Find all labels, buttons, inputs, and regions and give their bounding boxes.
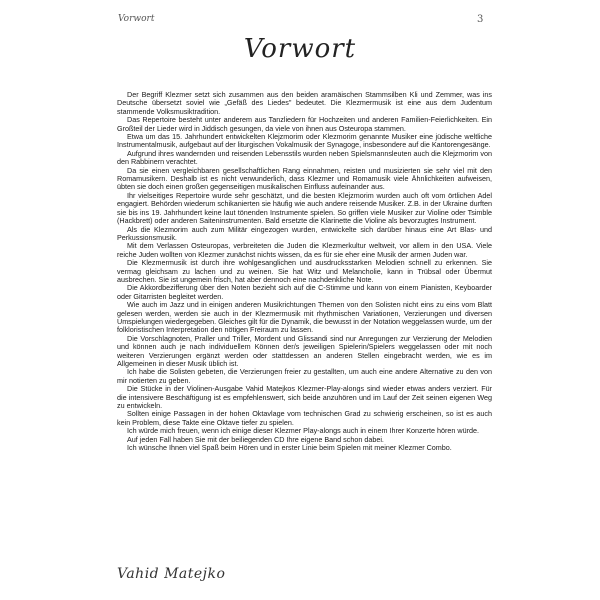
paragraph: Wie auch im Jazz und in einigen anderen Musikrichtungen Themen von den Solisten nicht eins zu eins vom Blatt gelesen werden, werden sie auch in der Klezmermusik mit rhythmischen Variationen, Verzierungen und diversen Umspielungen wiedergegeben. Gleiches gilt für die Dynamik, die bewusst in der Notation weggelassen wurde, um der folkloristischen Interpretation den nötigen Freiraum zu lassen. <box>117 300 492 335</box>
signature: Vahid Matejko <box>117 566 226 582</box>
paragraph: Als die Klezmorim auch zum Militär eingezogen wurden, entwickelte sich darüber hinaus eine Art Blas- und Perkussionsmusik. <box>117 224 492 242</box>
running-head: Vorwort <box>118 14 155 24</box>
paragraph: Sollten einige Passagen in der hohen Oktavlage vom technischen Grad zu schwierig erscheinen, so ist es auch kein Problem, diese Takte eine Oktave tiefer zu spielen. <box>117 409 492 427</box>
body-text <box>117 91 492 452</box>
paragraph: Der Begriff Klezmer setzt sich zusammen aus den beiden aramäischen Stammsilben Kli und Zemmer, was ins Deutsche übersetzt soviel wie „Gefäß des Liedes" bedeutet. Die Klezmermusik ist eine aus dem Judentum stammende Volksmusiktradition. <box>117 90 492 116</box>
paragraph: Mit dem Verlassen Osteuropas, verbreiteten die Juden die Klezmerkultur weltweit, vor allem in den USA. Viele reiche Juden wollten von Klezmer zunächst nichts wissen, da es für sie eher eine Musik der armen Juden war. <box>117 241 492 259</box>
paragraph: Da sie einen vergleichbaren gesellschaftlichen Rang einnahmen, reisten und musizierten sie sehr viel mit den Romamusikern. Deshalb ist es nicht verwunderlich, dass Klezmer und Romamusik viele Ähnlichkeiten aufweisen, übten sie doch einen großen gegenseitigen musikalischen Einfluss aufeinander aus. <box>117 165 492 192</box>
page-title: Vorwort <box>243 34 357 64</box>
page-number: 3 <box>477 14 484 25</box>
paragraph: Ich würde mich freuen, wenn ich einige dieser Klezmer Play-alongs auch in einem Ihrer Konzerte hören würde. <box>127 426 479 436</box>
paragraph: Das Repertoire besteht unter anderem aus Tanzliedern für Hochzeiten und anderen Familien-Feierlichkeiten. Ein Großteil der Lieder wird in Jiddisch gesungen, da viele von ihnen aus Osteuropa stammen. <box>117 115 492 133</box>
paragraph: Die Vorschlagnoten, Praller und Triller, Mordent und Glissandi sind nur Anregungen zur Verzierung der Melodien und können auch je nach individuellem Können der/s jeweiligen Spielerin/Spielers weggelassen oder mit noch weiteren Verzierungen ergänzt werden oder stattdessen an anderen Stellen eingebracht werden, wie es im Allgemeinen in dieser Musik üblich ist. <box>117 333 492 368</box>
paragraph: Die Stücke in der Violinen-Ausgabe Vahid Matejkos Klezmer-Play-alongs sind wieder etwas anders verziert. Für die intensivere Beschäftigung ist es empfehlenswert, sich beide anzuhören und im Lauf der Zeit seinen eigenen Weg zu entwickeln. <box>117 384 492 411</box>
paragraph: Ihr vielseitiges Repertoire wurde sehr geschätzt, und die besten Klejzmorim wurden auch oft vom örtlichen Adel engagiert. Behörden wiederum schikanierten sie häufig wie auch andere reisende Musiker. Z.B. in der Ukraine durften sie bis ins 19. Jahrhundert keine laut tönenden Instrumente spielen. So griffen viele Musiker zur Violine oder Tsimble (Hackbrett) oder anderen Saiteninstrumenten. Bald ersetzte die Klarinette die Violine als bevorzugtes Instrument. <box>117 190 492 226</box>
paragraph: Ich habe die Solisten gebeten, die Verzierungen freier zu gestallten, um auch eine andere Alternative zu den von mir notierten zu geben. <box>117 367 492 385</box>
paragraph: Etwa um das 15. Jahrhundert entwickelten Klejzmorim oder Klezmorim genannte Musiker eine jüdische weltliche Instrumentalmusik, aufgebaut auf der liturgischen Vokalmusik der Synagoge, insbesondere auf die Kantorengesänge. <box>117 132 492 150</box>
paragraph: Aufgrund ihres wandernden und reisenden Lebensstils wurden neben Spielsmannsleuten auch die Klejzmorim von den Rabbinern verachtet. <box>117 148 492 167</box>
paragraph: Ich wünsche Ihnen viel Spaß beim Hören und in erster Linie beim Spielen mit meiner Klezmer Combo. <box>127 443 452 453</box>
paragraph: Auf jeden Fall haben Sie mit der beiliegenden CD Ihre eigene Band schon dabei. <box>127 434 384 444</box>
paragraph: Die Klezmermusik ist durch ihre wohlgesanglichen und ausdrucksstarken Melodien schnell zu erkennen. Sie vermag gleichsam zu lachen und zu weinen. Sie hat Witz und Melancholie, kann in Trübsal oder Übermut ausbrechen. Sie ist ungemein frisch, hat aber dennoch eine nachdenkliche Note. <box>117 258 492 284</box>
paragraph: Die Akkordbezifferung über den Noten bezieht sich auf die C-Stimme und kann von einem Pianisten, Keyboarder oder Gitarristen begleitet werden. <box>117 283 492 301</box>
